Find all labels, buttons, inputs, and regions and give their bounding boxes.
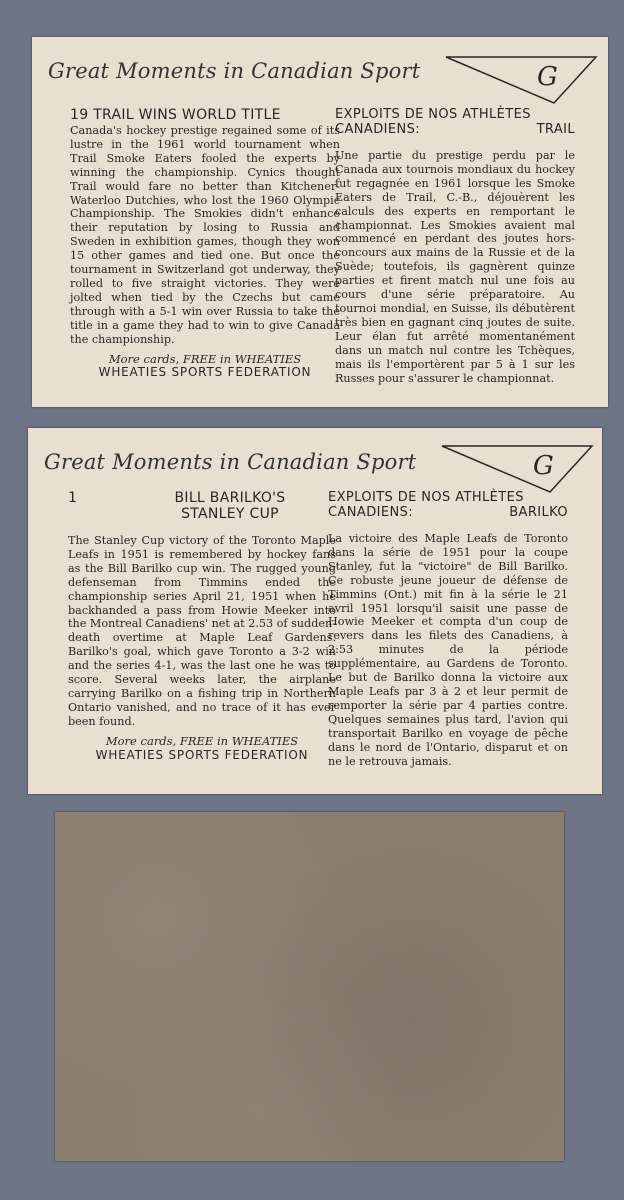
card-title-line2: STANLEY CUP xyxy=(181,506,279,522)
card-title xyxy=(70,107,340,123)
french-title-canadiens: CANADIENS: xyxy=(328,505,414,520)
card-title xyxy=(68,490,336,522)
french-column xyxy=(335,107,575,385)
french-subject: TRAIL xyxy=(536,122,575,137)
french-title-line2 xyxy=(328,505,568,520)
trading-card-barilko xyxy=(28,428,602,794)
french-text: La victoire des Maple Leafs de Toronto dans la série de 1951 pour la coupe Stanley, fut la "victoire" de Bill Barilko. Ce robuste jeune joueur de défense de Timmins (Ont.) mit fin à la série le 21 avril 1951 lorsqu'il saisit une passe de Howie Meeker et compta d'un coup de revers dans les filets des Canadiens, à 2:53 minutes de la période supplémentaire, au Gardens de Toronto. Le but de Barilko donna la victoire aux Maple Leafs par 3 à 2 et leur permit de remporter la série par 4 parties contre. Quelques semaines plus tard, l'avion qui transportait Barilko en voyage de pêche dans le nord de l'Ontario, disparut et on ne le retrouva jamais. xyxy=(328,532,568,768)
card-number: 1 xyxy=(68,490,78,506)
english-column xyxy=(70,107,340,380)
french-subject: BARILKO xyxy=(509,505,568,520)
french-column xyxy=(328,490,568,768)
more-cards-text: More cards, FREE in WHEATIES xyxy=(105,733,299,748)
card-title-text: TRAIL WINS WORLD TITLE xyxy=(93,107,281,123)
card-banner: Great Moments in Canadian Sport xyxy=(44,450,417,474)
federation-text: WHEATIES SPORTS FEDERATION xyxy=(95,747,309,762)
badge-letter: G xyxy=(537,62,558,92)
french-title-line2 xyxy=(335,122,575,137)
french-title-canadiens: CANADIENS: xyxy=(335,122,421,137)
federation-text: WHEATIES SPORTS FEDERATION xyxy=(98,365,312,380)
g-logo-triangle-icon xyxy=(438,438,598,498)
french-text: Une partie du prestige perdu par le Canada aux tournois mondiaux du hockey fut regagnée en 1961 lorsque les Smoke Eaters de Trail, C.-B., déjouèrent les calculs des experts en remportant le championnat. Les Smokies avaient mal commencé en perdant des joutes hors-concours aux mains de la Russie et de la Suède; toutefois, ils gagnèrent quinze parties et firent match nul une fois au cours d'une série préparatoire. Au tournoi mondial, en Suisse, ils débutèrent très bien en gagnant cinq joutes de suite. Leur élan fut arrêté momentanément dans un match nul contre les Tchèques, mais ils l'emportèrent par 5 à 1 sur les Russes pour s'assurer le championnat. xyxy=(335,149,575,385)
english-text: The Stanley Cup victory of the Toronto Maple Leafs in 1951 is remembered by hockey fans as the Bill Barilko cup win. The rugged young defenseman from Timmins ended the championship series April 21, 1951 when he backhanded a pass from Howie Meeker into the Montreal Canadiens' net at 2.53 of sudden-death overtime at Maple Leaf Gardens. Barilko's goal, which gave Toronto a 3-2 win and the series 4-1, was the last one he was to score. Several weeks later, the airplane carrying Barilko on a fishing trip in Northern Ontario vanished, and no trace of it has ever been found. xyxy=(68,534,336,728)
card-banner: Great Moments in Canadian Sport xyxy=(48,59,421,83)
card-back-blank xyxy=(55,812,564,1161)
g-logo-triangle-icon xyxy=(442,49,602,109)
english-text: Canada's hockey prestige regained some of its lustre in the 1961 world tournament when Trail Smoke Eaters fooled the experts by winning the championship. Cynics thought Trail would fare no better than Kitchener-Waterloo Dutchies, who lost the 1960 Olympic Championship. The Smokies didn't enhance their reputation by losing to Russia and Sweden in exhibition games, though they won 15 other games and tied one. But once the tournament in Switzerland got underway, they rolled to five straight victories. They were jolted when tied by the Czechs but came through with a 5-1 win over Russia to take the title in a game they had to win to give Canada the championship. xyxy=(70,124,340,346)
trading-card-trail xyxy=(32,37,608,407)
badge-letter: G xyxy=(533,451,554,481)
more-cards-text: More cards, FREE in WHEATIES xyxy=(108,351,302,366)
english-column xyxy=(68,490,336,763)
french-title-line1: EXPLOITS DE NOS ATHLÈTES xyxy=(335,107,531,122)
french-title-line1: EXPLOITS DE NOS ATHLÈTES xyxy=(328,490,524,505)
card-number: 19 xyxy=(70,107,89,123)
card-title-line1: BILL BARILKO'S xyxy=(174,490,286,506)
